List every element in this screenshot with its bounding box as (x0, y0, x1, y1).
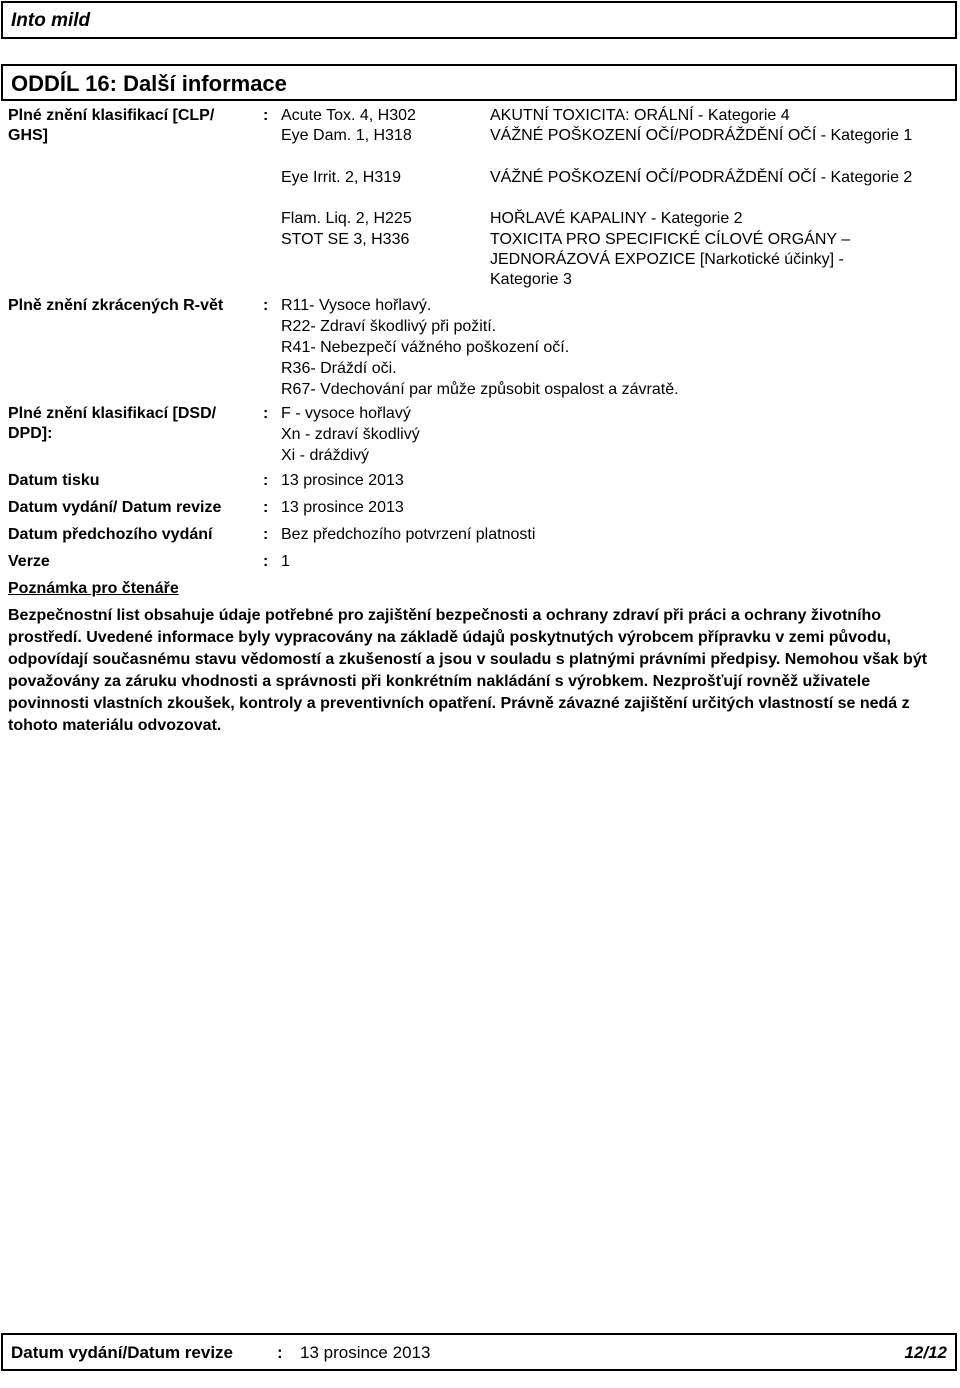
prev-issue-label: Datum předchozího vydání (8, 526, 213, 543)
print-date-label: Datum tisku (8, 472, 100, 489)
clp-label: Plné znění klasifikací [CLP/ GHS] (8, 107, 215, 144)
footer-date: 13 prosince 2013 (300, 1343, 431, 1362)
version-label: Verze (8, 553, 50, 570)
issue-date-label: Datum vydání/ Datum revize (8, 499, 222, 516)
clp-code-2: Eye Dam. 1, H318 (281, 127, 412, 144)
note-label: Poznámka pro čtenáře (8, 580, 179, 597)
header-bar (1, 1, 957, 39)
footer-label: Datum vydání/Datum revize (11, 1343, 234, 1362)
r-phrases-colon: : (263, 297, 269, 314)
print-date-colon: : (263, 472, 269, 489)
issue-date-colon: : (263, 499, 269, 516)
clp-desc-5: TOXICITA PRO SPECIFICKÉ CÍLOVÉ ORGÁNY – JEDNORÁZOVÁ EXPOZICE [Narkotické účinky] - Kategorie 3 (490, 231, 851, 288)
issue-date-value: 13 prosince 2013 (281, 499, 404, 516)
footer-bar (1, 1333, 957, 1371)
footer-colon: : (277, 1343, 283, 1362)
clp-desc-1: AKUTNÍ TOXICITA: ORÁLNÍ - Kategorie 4 (490, 107, 790, 124)
r-phrase-item: R22- Zdraví škodlivý při požití. (281, 318, 497, 335)
clp-desc-2: VÁŽNÉ POŠKOZENÍ OČÍ/PODRÁŽDĚNÍ OČÍ - Kategorie 1 (490, 127, 913, 144)
dsd-label: Plné znění klasifikací [DSD/ DPD]: (8, 405, 217, 442)
r-phrase-item: R67- Vdechování par může způsobit ospalost a závratě. (281, 381, 679, 398)
clp-desc-3: VÁŽNÉ POŠKOZENÍ OČÍ/PODRÁŽDĚNÍ OČÍ - Kategorie 2 (490, 169, 913, 186)
prev-issue-colon: : (263, 526, 269, 543)
r-phrase-item: R11- Vysoce hořlavý. (281, 297, 432, 314)
clp-desc-4: HOŘLAVÉ KAPALINY - Kategorie 2 (490, 210, 743, 227)
r-phrase-item: R41- Nebezpečí vážného poškození očí. (281, 339, 570, 356)
clp-code-4: Flam. Liq. 2, H225 (281, 210, 412, 227)
note-text: Bezpečnostní list obsahuje údaje potřebné pro zajištění bezpečnosti a ochrany zdraví při práci a ochrany životního prostředí. Uvedené informace byly vypracovány na základě údajů poskytnutých výrobcem přípravku v zemi původu, odpovídají současnému stavu vědomostí a zkušeností a jsou v souladu s platnými právními předpisy. Nemohou však být považovány za záruku vhodnosti a správnosti při konkrétním nakládání s výrobkem. Nezprošťují rovněž uživatele povinnosti vlastních zkoušek, kontroly a preventivních opatření. Právně závazné zajištění určitých vlastností se nedá z tohoto materiálu odvozovat. (8, 607, 928, 734)
clp-code-3: Eye Irrit. 2, H319 (281, 169, 402, 186)
print-date-value: 13 prosince 2013 (281, 472, 404, 489)
clp-code-1: Acute Tox. 4, H302 (281, 107, 416, 124)
clp-colon: : (263, 107, 269, 124)
version-colon: : (263, 553, 269, 570)
r-phrases-list (281, 296, 679, 401)
version-value: 1 (281, 553, 290, 570)
page-number: 12/12 (904, 1343, 947, 1362)
dsd-item: Xi - dráždivý (281, 447, 370, 464)
dsd-colon: : (263, 405, 269, 422)
product-name: Into mild (11, 10, 91, 31)
dsd-item: Xn - zdraví škodlivý (281, 426, 420, 443)
section-header (1, 64, 957, 101)
clp-code-5: STOT SE 3, H336 (281, 231, 410, 248)
prev-issue-value: Bez předchozího potvrzení platnosti (281, 526, 536, 543)
section-title: ODDÍL 16: Další informace (11, 71, 287, 96)
r-phrase-item: R36- Dráždí oči. (281, 360, 397, 377)
dsd-list (281, 404, 420, 467)
dsd-item: F - vysoce hořlavý (281, 405, 411, 422)
r-phrases-label: Plně znění zkrácených R-vět (8, 297, 224, 314)
